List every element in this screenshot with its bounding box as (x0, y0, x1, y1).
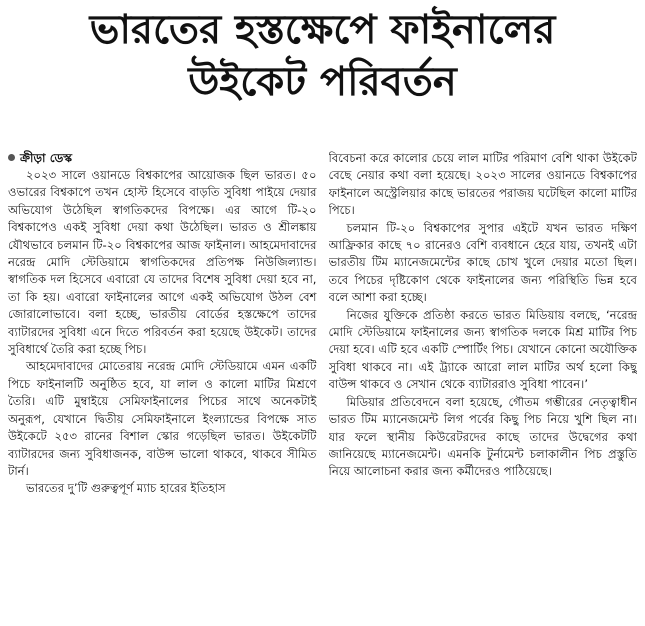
byline-text: ক্রীড়া ডেস্ক (20, 151, 73, 165)
headline (10, 4, 635, 108)
bullet-dot-icon (8, 154, 15, 161)
paragraph: মিডিয়ার প্রতিবেদনে বলা হয়েছে, গৌতম গম্ভীরের নেতৃত্বাধীন ভারত টিম ম্যানেজমেন্ট লিগ পর্বের কিছু পিচ নিয়ে খুশি ছিল না। যার ফলে স্থানীয় কিউরেটরদের কাছে তাদের উদ্বেগের কথা জানিয়েছে ম্যানেজমেন্ট। এমনকি টুর্নামেন্ট চলাকালীন পিচ প্রস্তুতি নিয়ে আলোচনা করার জন্য কর্মীদেরও পাঠিয়েছে। (328, 394, 637, 479)
paragraph: চলমান টি-২০ বিশ্বকাপের সুপার এইটে যখন ভারত দক্ষিণ আফ্রিকার কাছে ৭০ রানেরও বেশি ব্যবধানে হেরে যায়, তখনই এটা ভারতীয় টিম ম্যানেজমেন্টের কাছে চোখ খুলে দেয়ার মতো ছিল। তবে পিচের দৃষ্টিকোণ থেকে ফাইনালের জন্য পরিস্থিতি ভিন্ন হবে বলে আশা করা হচ্ছে। (328, 220, 637, 305)
article-column-2 (329, 150, 638, 620)
paragraph: ২০২৩ সালে ওয়ানডে বিশ্বকাপের আয়োজক ছিল ভারত। ৫০ ওভারের বিশ্বকাপে তখন হোস্ট হিসেবে বাড়তি সুবিধা পাইয়ে দেয়ার অভিযোগ উঠেছিল স্বাগতিকদের বিপক্ষে। এর আগে টি-২০ বিশ্বকাপেও একই সুবিধা দেয়া কথা উঠেছিল। ভারত ও শ্রীলঙ্কায় যৌথভাবে চলমান টি-২০ বিশ্বকাপের আজ ফাইনাল। আহমেদাবাদের নরেন্দ্র মোদি স্টেডিয়ামে স্বাগতিকদের প্রতিপক্ষ নিউজিল্যান্ড। স্বাগতিক দল হিসেবে এবারো যে তাদের বিশেষ সুবিধা দেয়া হবে না, তা কি হয়। এবারো ফাইনালের আগে একই অভিযোগ উঠল বেশ জোরালোভাবে। বলা হচ্ছে, ভারতীয় বোর্ডের হস্তক্ষেপে তাদের ব্যাটারদের সুবিধা এনে দিতে পরিবর্তন করা হয়েছে উইকেট। তাদের সুবিধার্থে তৈরি করা হচ্ছে পিচ। (8, 168, 317, 357)
paragraph-continued: বিবেচনা করে কালোর চেয়ে লাল মাটির পরিমাণ বেশি থাকা উইকেট বেছে নেয়ার কথা বলা হয়েছে। ২০২৩ সালের ওয়ানডে বিশ্বকাপের ফাইনালে অস্ট্রেলিয়ার কাছে ভারতের পরাজয় ঘটেছিল কালো মাটির পিচে। (328, 151, 637, 218)
article-column-1 (8, 150, 317, 620)
byline (8, 150, 317, 167)
article-body (8, 150, 637, 620)
paragraph: আহমেদাবাদের মোতেরায় নরেন্দ্র মোদি স্টেডিয়ামে এমন একটি পিচে ফাইনালটি অনুষ্ঠিত হবে, যা লাল ও কালো মাটির মিশ্রণে তৈরি। এটি মুম্বাইয়ে সেমিফাইনালের পিচের সাথে অনেকটাই অনুরূপ, যেখানে দ্বিতীয় সেমিফাইনালে ইংল্যান্ডের বিপক্ষে সাত উইকেটে ২৫৩ রানের বিশাল স্কোর গড়েছিল ভারত। উইকেটটি ব্যাটারদের জন্য সুবিধাজনক, বাউন্স ভালো থাকবে, থাকবে সীমিত টার্ন। (8, 359, 317, 478)
headline-line-2: উইকেট পরিবর্তন (188, 59, 457, 105)
paragraph: নিজের যুক্তিকে প্রতিষ্ঠা করতে ভারত মিডিয়ায় বলছে, ‘নরেন্দ্র মোদি স্টেডিয়ামে ফাইনালের জন্য স্বাগতিক দলকে মিশ্র মাটির পিচ দেয়া হবে। এটি হবে একটি স্পোর্টিং পিচ। যেখানে কোনো অযৌক্তিক সুবিধা থাকবে না। এই ট্র্যাকে আরো লাল মাটির অর্থ হলো কিছু বাউন্স থাকবে ও সেখান থেকে ব্যাটাররাও সুবিধা পাবেন।’ (328, 307, 637, 392)
paragraph: ভারতের দু’টি গুরুত্বপূর্ণ ম্যাচ হারের ইতিহাস (26, 481, 226, 496)
headline-line-1: ভারতের হস্তক্ষেপে ফাইনালের (89, 7, 556, 53)
